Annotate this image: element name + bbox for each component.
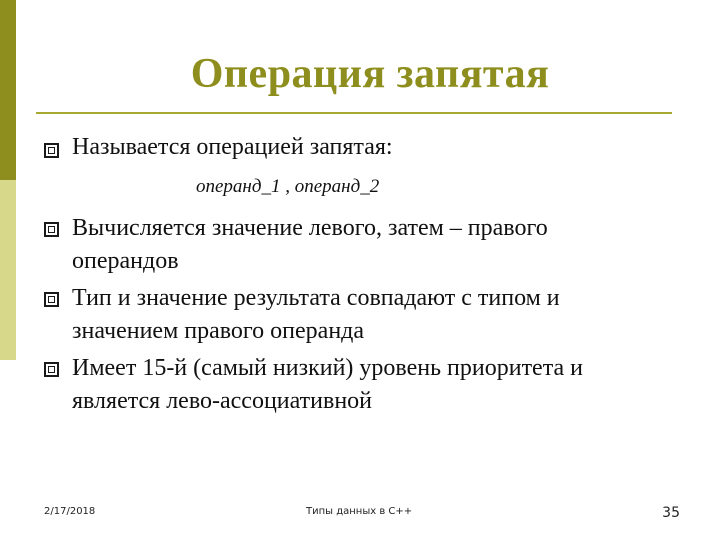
square-bullet-icon (44, 292, 59, 307)
title-underline (36, 112, 672, 114)
bullet-text: Имеет 15-й (самый низкий) уровень приоритета и является лево-ассоциативной (72, 355, 583, 414)
page-number: 35 (662, 505, 680, 521)
square-bullet-icon (44, 222, 59, 237)
square-bullet-icon (44, 143, 59, 158)
formula-line: операнд_1 , операнд_2 (196, 176, 380, 197)
sidebar-block-dark (0, 0, 16, 180)
bullet-text: Тип и значение результата совпадают с типом и значением правого операнда (72, 285, 560, 344)
slide-title: Операция запятая (190, 51, 550, 97)
footer-topic: Типы данных в С++ (306, 506, 413, 517)
bullet-text: Вычисляется значение левого, затем – правого операндов (72, 215, 548, 274)
square-bullet-icon (44, 362, 59, 377)
sidebar-block-light (0, 180, 16, 360)
sidebar-block-white (0, 360, 16, 540)
bullet-text: Называется операцией запятая: (72, 134, 393, 160)
footer-date: 2/17/2018 (44, 506, 96, 517)
